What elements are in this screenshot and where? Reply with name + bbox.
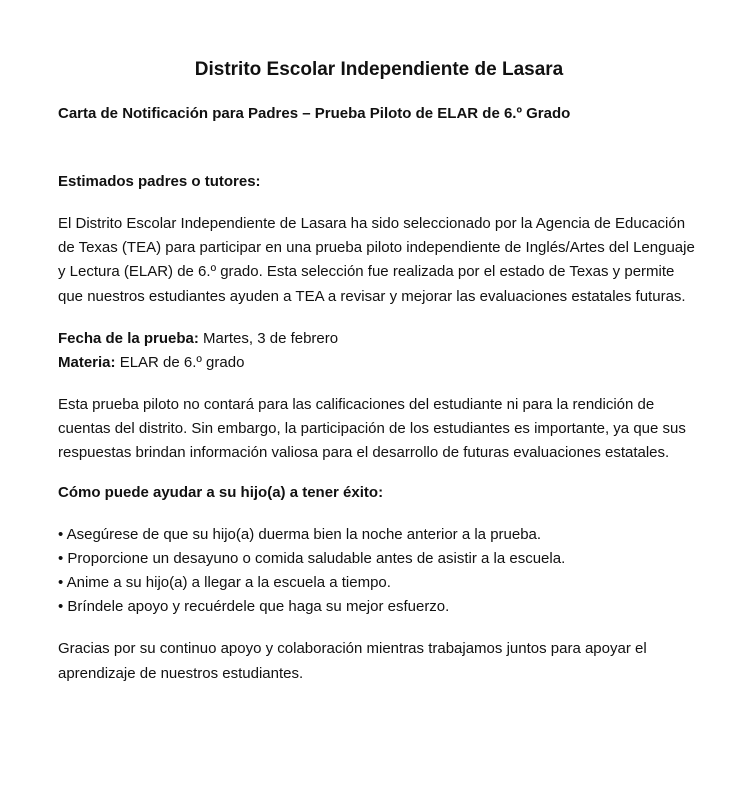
- intro-paragraph: El Distrito Escolar Independiente de Lasara ha sido seleccionado por la Agencia de Educación de Texas (TEA) para participar en una prueba piloto independiente de Inglés/Artes del Lenguaje y Lectura (ELAR) de 6.º grado. Esta selección fue realizada por el estado de Texas y permite que nuestros estudiantes ayuden a TEA a revisar y mejorar las evaluaciones estatales futuras.: [58, 215, 695, 305]
- tips-list: [58, 523, 700, 619]
- test-date-value: Martes, 3 de febrero: [198, 329, 339, 347]
- subject-value: ELAR de 6.º grado: [115, 353, 245, 371]
- test-date-label: Fecha de la prueba:: [58, 329, 199, 347]
- closing-paragraph: Gracias por su continuo apoyo y colaboración mientras trabajamos juntos para apoyar el aprendizaje de nuestros estudiantes.: [58, 640, 647, 682]
- greeting: Estimados padres o tutores:: [58, 173, 261, 190]
- test-date-row: [58, 327, 700, 351]
- list-item: • Asegúrese de que su hijo(a) duerma bien la noche anterior a la prueba.: [58, 526, 542, 544]
- test-facts: [58, 327, 700, 375]
- list-item: • Bríndele apoyo y recuérdele que haga su mejor esfuerzo.: [58, 598, 450, 616]
- district-title: Distrito Escolar Independiente de Lasara: [194, 59, 564, 80]
- subject-row: [58, 351, 700, 375]
- importance-paragraph: Esta prueba piloto no contará para las calificaciones del estudiante ni para la rendición de cuentas del distrito. Sin embargo, la participación de los estudiantes es importante, ya que sus respuestas brindan información valiosa para el desarrollo de futuras evaluaciones estatales.: [58, 395, 686, 462]
- subject-label: Materia:: [58, 353, 116, 371]
- letter-subtitle: Carta de Notificación para Padres – Prueba Piloto de ELAR de 6.º Grado: [58, 105, 571, 122]
- list-item: • Anime a su hijo(a) a llegar a la escuela a tiempo.: [58, 574, 391, 592]
- help-heading: Cómo puede ayudar a su hijo(a) a tener éxito:: [58, 484, 384, 502]
- list-item: • Proporcione un desayuno o comida saludable antes de asistir a la escuela.: [58, 550, 566, 568]
